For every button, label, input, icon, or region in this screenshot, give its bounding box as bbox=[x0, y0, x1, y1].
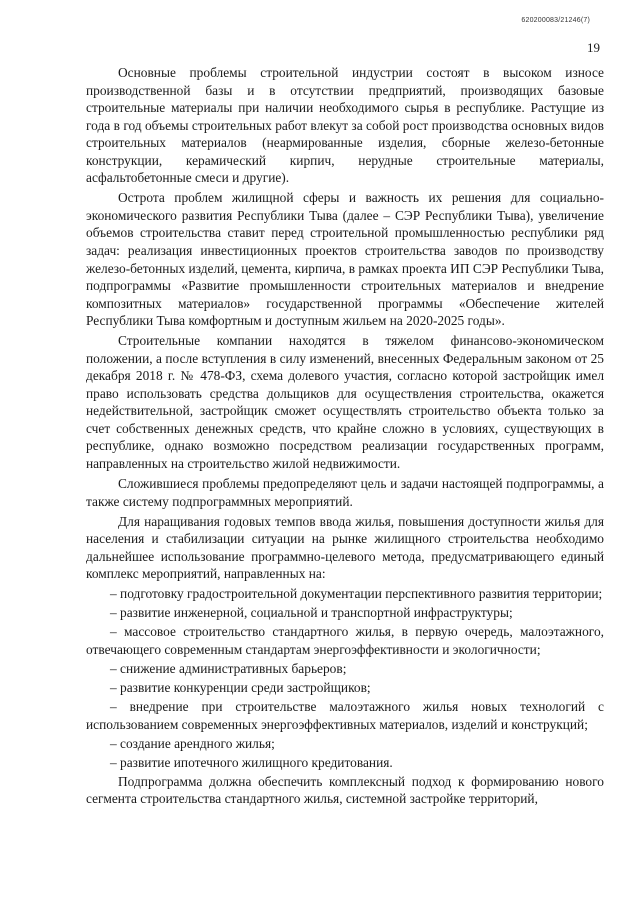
paragraph: Строительные компании находятся в тяжелом финансово-экономическом положении, а после вступления в силу изменений, внесенных Федеральным законом от 25 декабря 2018 г. № 478-ФЗ, схема долевого участия, согласно которой застройщик имел право использовать средства дольщиков для осуществления строительства, окажется недействительной, застройщик сможет осуществлять строительство объекта только за счет собственных денежных средств, что крайне сложно в условиях, существующих в республике, однако возможно посредством реализации государственных программ, направленных на строительство жилой недвижимости. bbox=[86, 333, 604, 472]
page-number: 19 bbox=[587, 40, 600, 55]
list-item: – развитие конкуренции среди застройщиков; bbox=[110, 680, 371, 696]
paragraph: Подпрограмма должна обеспечить комплексный подход к формированию нового сегмента строительства стандартного жилья, системной застройке территорий, bbox=[86, 773, 604, 807]
list-item: – развитие инженерной, социальной и транспортной инфраструктуры; bbox=[110, 605, 513, 621]
paragraph: Острота проблем жилищной сферы и важность их решения для социально-экономического развития Республики Тыва (далее – СЭР Республики Тыва), увеличение объемов строительства ставит перед строительной промышленностью республики ряд задач: реализация инвестиционных проектов строительства заводов по производству железо-бетонных изделий, цемента, кирпича, в рамках проекта ИП СЭР Республики Тыва, подпрограммы «Развитие промышленности строительных материалов и внедрение композитных материалов» государственной программы «Обеспечение жителей Республики Тыва комфортным и доступным жильем на 2020-2025 годы». bbox=[86, 190, 604, 329]
paragraph: Для наращивания годовых темпов ввода жилья, повышения доступности жилья для населения и стабилизации ситуации на рынке жилищного строительства необходимо дальнейшее использование программно-целевого метода, предусматривающего единый комплекс мероприятий, направленных на: bbox=[86, 513, 604, 582]
paragraph: Основные проблемы строительной индустрии состоят в высоком износе производственной базы и в отсутствии предприятий, производящих базовые строительные материалы при наличии необходимого сырья в республике. Растущие из года в год объемы строительных работ влекут за собой рост производства основных видов строительных материалов (неармированные изделия, сборные железо-бетонные конструкции, керамический кирпич, нерудные строительные материалы, асфальтобетонные смеси и другие). bbox=[86, 65, 604, 186]
list-item: – внедрение при строительстве малоэтажного жилья новых технологий с использованием современных энергоэффективных материалов, изделий и конструкций; bbox=[86, 699, 604, 732]
document-body bbox=[86, 64, 604, 810]
list-item: – развитие ипотечного жилищного кредитования. bbox=[110, 754, 393, 770]
list-item: – создание арендного жилья; bbox=[110, 735, 275, 751]
list-item: – подготовку градостроительной документации перспективного развития территории; bbox=[110, 586, 603, 602]
document-id: 620200083/21246(7) bbox=[521, 17, 590, 24]
list-item: – массовое строительство стандартного жилья, в первую очередь, малоэтажного, отвечающего современным стандартам энергоэффективности и экологичности; bbox=[86, 624, 604, 657]
paragraph: Сложившиеся проблемы предопределяют цель и задачи настоящей подпрограммы, а также систему подпрограммных мероприятий. bbox=[86, 476, 604, 509]
list-item: – снижение административных барьеров; bbox=[110, 661, 347, 677]
